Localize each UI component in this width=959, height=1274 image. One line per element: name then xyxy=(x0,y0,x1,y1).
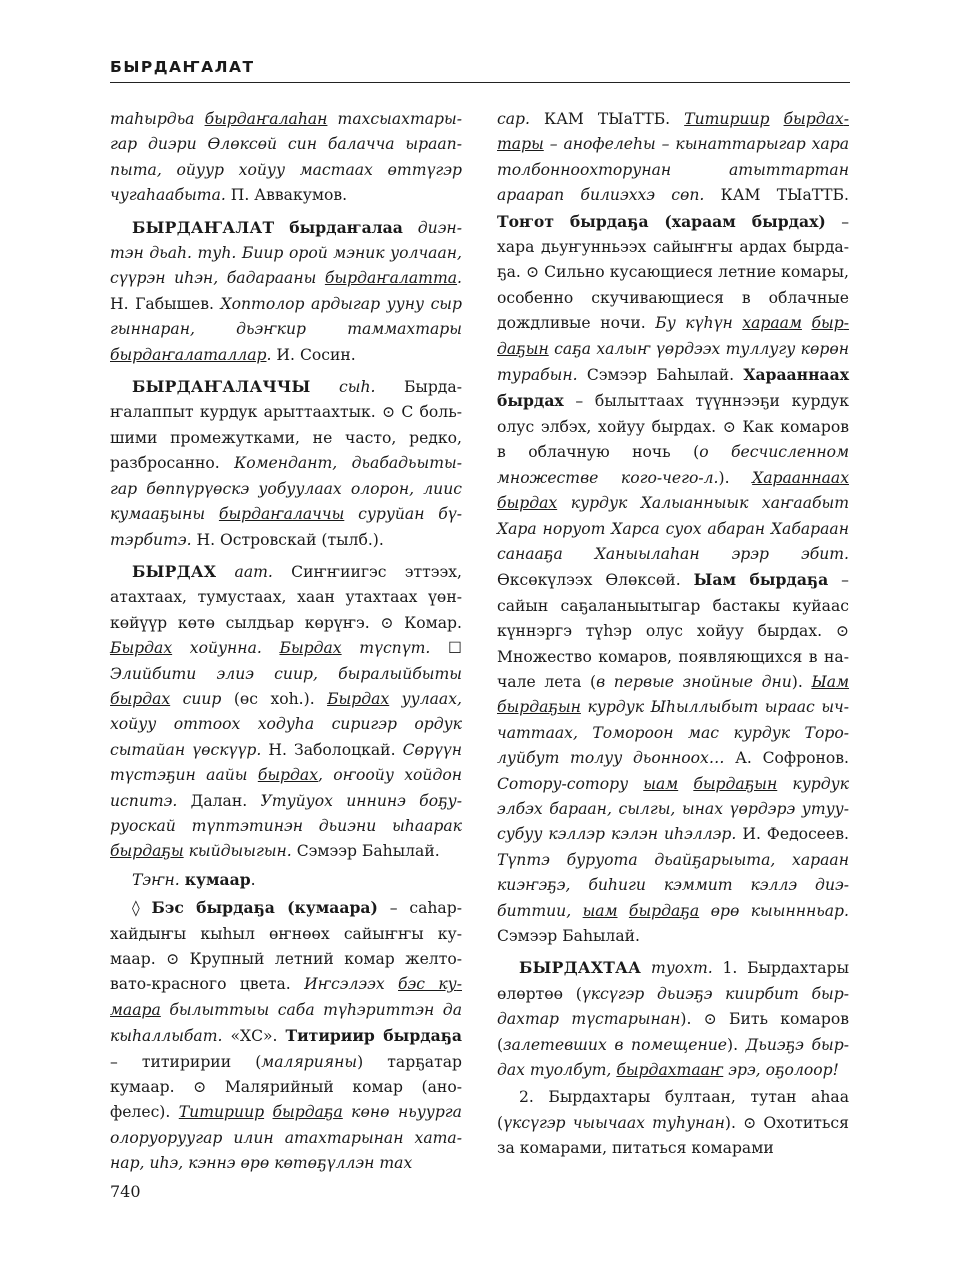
entry-byrdakh-synonym: Тэҥн. кумаар. xyxy=(132,869,256,889)
running-header xyxy=(110,56,850,83)
entry-byrdangalat: БЫРДАҤАЛАТ бырдаҥалаа диэнтэн дьаһ. туһ. Биир орой мэник уолчаан, сүүрэн иһэн, бадарааны бырдаҥалатта. Н. Габышев. Хоптолор ардыгар ууну сыр гыннаран, дьэҥкир таммахтары бырдаҥалаталлар. И. Сосин. xyxy=(110,217,462,364)
entry-byrdakhtaa: БЫРДАХТАА туохт. 1. Бырдахтары өлөртөө (үксүгэр дьиэҕэ киирбит бырдахтар түстарынан). ⊙ Бить комаров (залетевших в помещение). Дьиэҕэ бырдах туолбут, бырдахтааҥ эрэ, оҕолоор! xyxy=(497,958,850,1080)
entry-byrdangalachchy: БЫРДАҤАЛАЧЧЫ сыһ. Бырдаҥалаппыт курдук арыттаахтык. ⊙ С большими промежутками, не часто, редко, разбросанно. Комендант, дьабадьытыгар бөппүрүөскэ уобуулаах олорон, лиис кумааҕыны бырдаҥалаччы суруйан бүтэрбитэ. Н. Островскай (тылб.). xyxy=(110,377,462,549)
entry-byrdakh-phrases-cont: сар. КАМ ТЫаТТБ. Титириир бырдахтары – анофелеһы – кынаттарыгар хара толбонноохторунан атыттартан араарan билиэххэ сөп. КАМ ТЫаТТБ. Тоҥот бырдаҕа (хараам бырдах) – хара дьуҥунньээх сайыҥҥы ардах бырдаҕа. ⊙ Сильно кусающиеся летние комары, особенно скучивающиеся в облачные дождливые ночи. Бу күһүн хараам бырдаҕын саҕа халыҥ үөрдээх туллугу көрөн турабын. Сэмээр Баһылай. Харааннаах бырдах – былыттаах түүннээҕи курдук олус элбэх, хойуу бырдах. ⊙ Как комаров в облачную ночь (о бесчисленном множестве кого-чего-л.). Харааннаах бырдах курдук Халыанныык хаҥаабыт Хара норуот Харса суох абаран Хабараан санааҕа Ханыылаһан эрэр эбит. Өксөкүлээх Өлөксөй. Ыам бырдаҕа – сайын саҕаланыытыгар бастакы куйаас күннэргэ түһэр олус хойуу бырдах. ⊙ Множество комаров, появляющихся в начале лета (в первые знойные дни). Ыам бырдаҕын курдук Ыһыллыбыт ыраас ыччаттаах, Томороон мас курдук Торолуйбут толуу дьоннооx… А. Софронов. Сотору-сотору ыам бырдаҕын курдук элбэх бараан, сылгы, ынах үөрдэрэ утуусубуу кэллэр кэлэн иһэллэр. И. Федосеев. Түптэ буруота дьайҕарыыта, хараан киэҥэҕэ, биһиги кэммит кэллэ диэбиттии, ыам бырдаҕа өрө кыыннньар. Сэмээр Баһылай. xyxy=(497,110,850,945)
right-column xyxy=(497,107,849,1164)
entry-byrdakh-phrases: ◊ Бэс бырдаҕа (кумаара) – саһархайдыҥы кыһыл өҥнөөх сайыҥҥы кумаар. ⊙ Крупный летний комар желтовато-красного цвета. Иҥсэлээх бэс кумаара былыттыы саба түһэриттэн да кыһаллыбат. «ХС». Титириир бырдаҕа – титиририи (малярияны) тарҕатар кумаар. ⊙ Малярийный комар (анофелес). Титириир бырдаҕа көнө ньуурга олоруоруугар илин атахтарынан хатанар, иһэ, кэннэ өрө көтөҕүллэн тах xyxy=(110,898,462,1173)
page-number: 740 xyxy=(110,1182,141,1201)
left-column xyxy=(110,107,462,1179)
entry-byrdakhtaa-sense-2: 2. Бырдахтары бултаан, тутан аһаа (үксүгэр чыычаах туһунан). ⊙ Охотиться за комарами, питаться комарами xyxy=(497,1088,849,1158)
entry-byrdakh: БЫРДАХ аат. Сиҥҥиигэс эттээх, атахтаах, тумустаах, хаан утахтаах үөнкөйүүр көтө сылдьар көрүҥэ. ⊙ Комар. Бырдах хойунна. Бырдах түспүт. ☐ Элийбити элиэ сиир, быралыйбыты бырдах сиир (өс хоһ.). Бырдах уулаах, хойуу оттоох ходуһа сиригэр ордук сытайан үөскүүр. Н. Заболоцкай. Сөрүүн түстэҕин аайы бырдах, оҥоойу хойдон испитэ. Далан. Утуйуох иннинэ боҕуруоскай түптэтинэн дьиэни ыһаарак бырдаҕы кыйдыыгын. Сэмээр Баһылай. xyxy=(110,561,462,861)
entry-continuation: таһырдьа бырдаҥалаһан тахсыахтарыгар диэри Өлөксөй син балачча ырааппыта, ойуур хойуу мастаах өттүгэр чугаһаабыта. П. Аввакумов. xyxy=(110,110,462,205)
running-head-title: БЫРДАҤАЛАТ xyxy=(110,58,255,76)
